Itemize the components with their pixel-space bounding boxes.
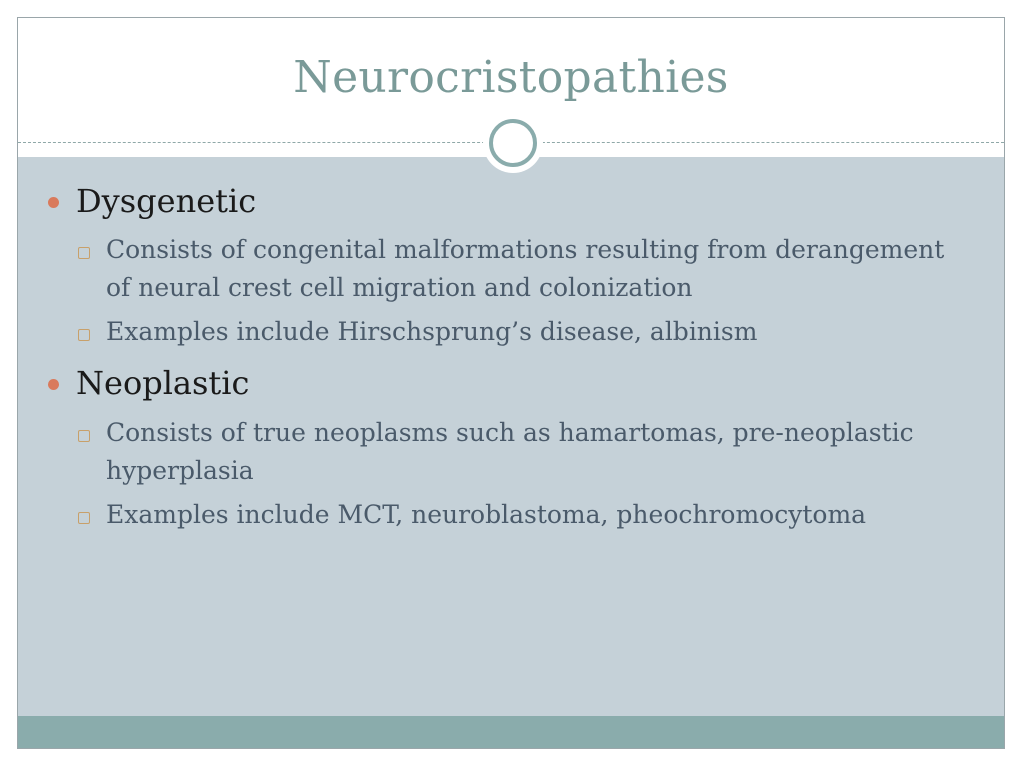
content-area xyxy=(18,157,1004,716)
ornament-ring-inner xyxy=(497,127,529,159)
dysgenetic-item-2: Examples include Hirschsprung’s disease, albinism xyxy=(106,317,758,346)
section-heading-dysgenetic: Dysgenetic xyxy=(76,182,257,220)
bullet-dot-icon xyxy=(48,379,59,390)
neoplastic-item-2: Examples include MCT, neuroblastoma, pheochromocytoma xyxy=(106,500,867,529)
footer-band xyxy=(18,716,1004,749)
neoplastic-item-1: Consists of true neoplasms such as hamartomas, pre-neoplastic hyperplasia xyxy=(106,418,914,485)
circle-ornament-icon xyxy=(483,113,543,173)
ornament-ring xyxy=(489,119,537,167)
sub-bullet-icon xyxy=(78,512,90,524)
sub-bullet-icon xyxy=(78,329,90,341)
sub-bullet-icon xyxy=(78,247,90,259)
section-heading-neoplastic: Neoplastic xyxy=(76,364,250,402)
dysgenetic-item-1: Consists of congenital malformations resulting from derangement of neural crest cell migration and colonization xyxy=(106,235,945,302)
bullet-dot-icon xyxy=(48,197,59,208)
slide-title: Neurocristopathies xyxy=(293,52,729,103)
sub-bullet-icon xyxy=(78,430,90,442)
slide xyxy=(17,17,1005,749)
